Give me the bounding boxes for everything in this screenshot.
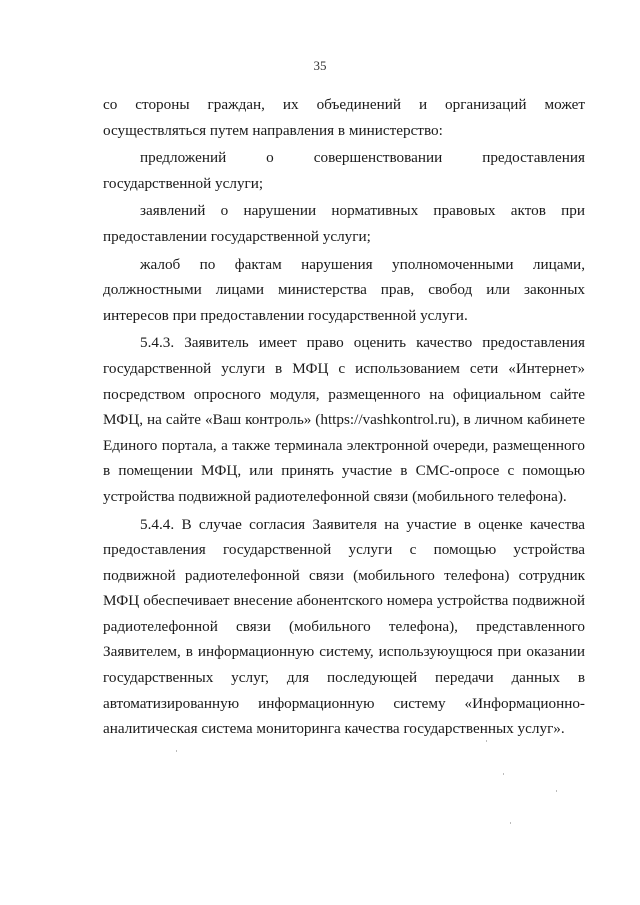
line: должностными лицами министерства прав, свобод или законных интересов — [103, 281, 585, 324]
line: жалоб по фактам нарушения уполномоченными лицами, — [140, 255, 585, 273]
line: со стороны граждан, их объединений и организаций может осуществляться — [103, 96, 585, 139]
line: в помещении МФЦ, или принять участие в СМС-опросе с помощью — [103, 462, 585, 480]
line: при предоставлении государственной услуги. — [172, 306, 468, 324]
line: 5.4.4. В случае согласия Заявителя на участие в оценке качества — [140, 515, 585, 533]
line: путем направления в министерство: — [209, 121, 443, 139]
line: радиотелефонной связи (мобильного телефона), представленного — [103, 617, 585, 635]
line: государственной услуги в МФЦ с использованием сети «Интернет» — [103, 359, 585, 377]
line: обеспечивает внесение абонентского номера устройства подвижной — [143, 592, 585, 610]
paragraph-proposals — [103, 145, 585, 196]
scan-speck — [176, 750, 177, 752]
scan-speck — [503, 773, 504, 775]
line: в автоматизированную информационную систему «Информационно- — [103, 669, 585, 712]
paragraph-statements — [103, 198, 585, 249]
line: МФЦ, на сайте «Ваш контроль» (https://vashkontrol.ru), в личном кабинете — [103, 411, 585, 429]
scan-speck — [486, 740, 487, 742]
line: Единого портала, а также терминала электронной очереди, размещенного — [103, 436, 585, 454]
line: Заявителем, в информационную систему, используюущюся при оказании — [103, 643, 585, 661]
paragraph-intro — [103, 92, 585, 143]
line: заявлений о нарушении нормативных правовых актов — [140, 202, 562, 220]
paragraph-complaints — [103, 252, 585, 329]
line: посредством опросного модуля, размещенного на официальном сайте — [103, 385, 585, 403]
line: государственных услуг, для последующей передачи данных — [103, 669, 578, 687]
line: услуги; — [215, 174, 264, 192]
line: радиотелефонной связи (мобильного телефона) сотрудник МФЦ — [103, 566, 585, 610]
line: предложений о совершенствовании предоставления государственной — [103, 149, 585, 192]
document-body — [103, 92, 585, 742]
line: устройства подвижной радиотелефонной связи (мобильного телефона). — [103, 487, 567, 505]
line: аналитическая система мониторинга качества государственных услуг». — [103, 720, 565, 738]
line: при предоставлении государственной услуги; — [103, 202, 585, 245]
line: 5.4.3. Заявитель имеет право оценить качество предоставления — [140, 334, 585, 352]
paragraph-5-4-4 — [103, 512, 585, 742]
page-number: 35 — [313, 58, 327, 73]
paragraph-5-4-3 — [103, 330, 585, 509]
scan-speck — [556, 790, 557, 792]
scan-speck — [510, 822, 511, 824]
line: предоставления государственной услуги с помощью устройства подвижной — [103, 541, 585, 584]
